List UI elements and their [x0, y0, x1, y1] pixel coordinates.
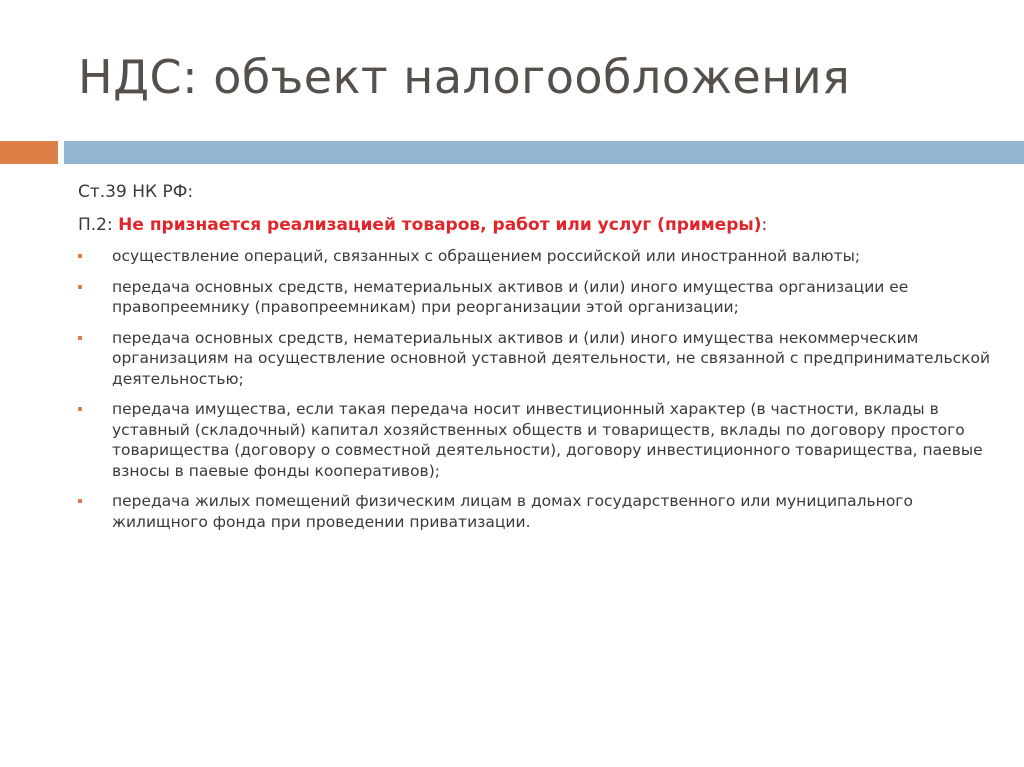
list-item — [78, 491, 998, 532]
accent-bar-blue — [64, 141, 1024, 164]
clause-prefix: П.2: — [78, 215, 119, 235]
clause-heading — [78, 213, 998, 237]
slide-title: НДС: объект налогообложения — [78, 50, 851, 104]
list-item — [78, 399, 998, 481]
list-item-text: передача имущества, если такая передача носит инвестиционный характер (в частности, вклады в уставный (складочный) капитал хозяйственных обществ и товариществ, вклады по договору простого товарищества (договору о совместной деятельности), договору инвестиционного товарищества, паевые взносы в паевые фонды кооперативов); — [112, 400, 983, 480]
clause-highlight: Не признается реализацией товаров, работ или услуг (примеры) — [118, 215, 762, 235]
accent-bar-orange — [0, 141, 58, 164]
list-item-text: передача жилых помещений физическим лицам в домах государственного или муниципального жилищного фонда при проведении приватизации. — [112, 492, 913, 531]
list-item — [78, 277, 998, 318]
bullet-list — [78, 246, 998, 532]
slide-content — [78, 180, 998, 542]
bullet-icon — [78, 499, 82, 503]
bullet-icon — [78, 285, 82, 289]
list-item — [78, 246, 998, 267]
list-item-text: передача основных средств, нематериальных активов и (или) иного имущества некоммерческим организациям на осуществление основной уставной деятельности, не связанной с предпринимательской деятельностью; — [112, 328, 991, 388]
bullet-icon — [78, 336, 82, 340]
bullet-icon — [78, 407, 82, 411]
clause-suffix: : — [761, 215, 768, 235]
list-item-text: передача основных средств, нематериальных активов и (или) иного имущества организации ее правопреемнику (правопреемникам) при реорганизации этой организации; — [112, 277, 909, 316]
list-item-text: осуществление операций, связанных с обращением российской или иностранной валюты; — [112, 247, 861, 265]
article-reference: Ст.39 НК РФ: — [78, 182, 194, 202]
list-item — [78, 328, 998, 390]
bullet-icon — [78, 254, 82, 258]
